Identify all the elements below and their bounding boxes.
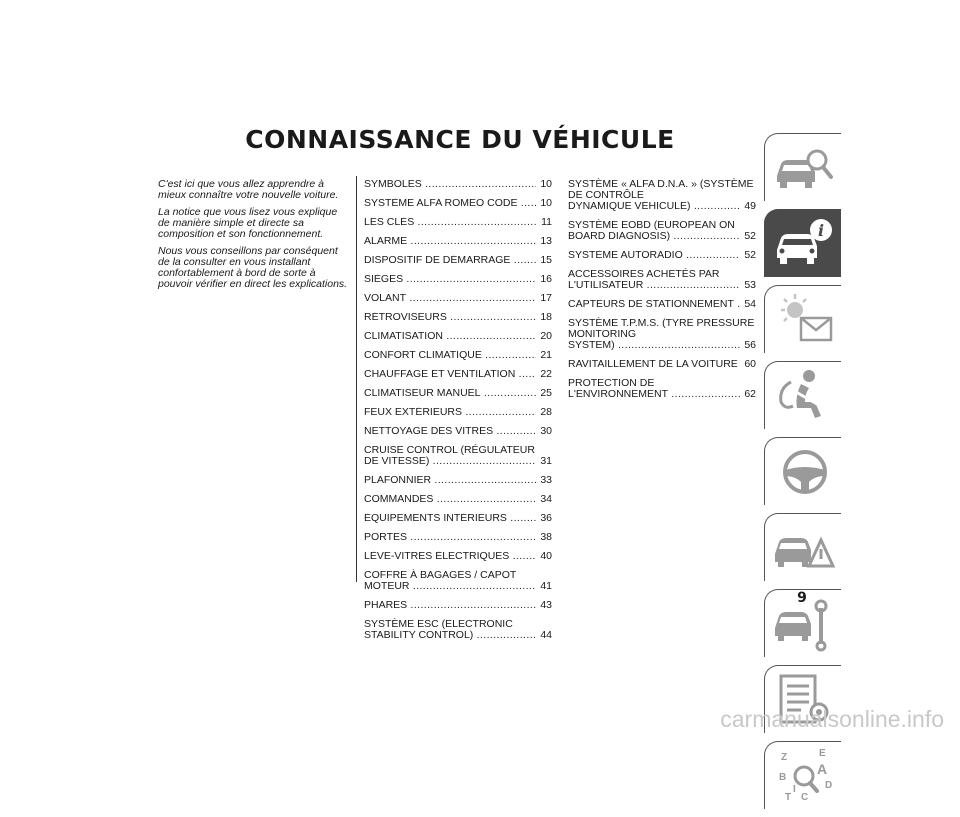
toc-entry-title: L'UTILISATEUR ..... [568,280,740,291]
toc-entry-title: LÈVE-VITRES ÉLECTRIQUES ..... [364,551,536,562]
toc-entry[interactable] [364,179,552,190]
seat-airbag-icon [771,366,837,426]
toc-entry-title: DISPOSITIF DE DÉMARRAGE ..... [364,255,536,266]
toc-entry[interactable] [364,274,552,285]
toc-entry-page: 13 [540,235,552,247]
toc-entry-page: 38 [540,531,552,543]
toc-entry-page: 16 [540,273,552,285]
toc-entry-title: FEUX EXTÉRIEURS ..... [364,407,536,418]
index-letter: D [825,780,833,791]
toc-entry-title: NETTOYAGE DES VITRES ..... [364,426,536,437]
toc-entry[interactable] [568,269,756,291]
toc-entry-page: 17 [540,292,552,304]
toc-entry-title: SYMBOLES ..... [364,179,536,190]
toc-entry-title: VOLANT ..... [364,293,536,304]
toc-entry-page: 36 [540,512,552,524]
toc-entry-page: 60 [744,358,756,370]
toc-entry[interactable] [364,388,552,399]
toc-entry-page: 62 [744,388,756,400]
toc-entry[interactable] [364,570,552,592]
tab-vehicle-info[interactable] [764,209,841,277]
toc-entry-page: 20 [540,330,552,342]
toc-entry-title-line: CRUISE CONTROL (RÉGULATEUR [364,444,535,456]
toc-entry[interactable] [364,369,552,380]
toc-entry-page: 28 [540,406,552,418]
toc-entry-title: CAPTEURS DE STATIONNEMENT ..... [568,299,740,310]
toc-entry-page: 15 [540,254,552,266]
toc-column-1 [364,179,552,649]
toc-entry-title: COMMANDES ..... [364,494,536,505]
toc-entry-page: 49 [744,200,756,212]
toc-entry-page: 52 [744,249,756,261]
toc-entry-title: L'ENVIRONNEMENT ..... [568,389,740,400]
toc-entry-page: 34 [540,493,552,505]
toc-entry-title: PHARES ..... [364,600,536,611]
toc-entry[interactable] [364,331,552,342]
toc-entry-title: BOARD DIAGNOSIS) ..... [568,231,740,242]
toc-entry[interactable] [364,475,552,486]
toc-entry-page: 10 [540,178,552,190]
toc-entry[interactable] [568,179,756,212]
toc-entry-page: 52 [744,230,756,242]
toc-entry-title: SIÈGES ..... [364,274,536,285]
toc-entry-page: 11 [541,216,552,228]
toc-entry-page: 31 [540,455,552,467]
toc-entry[interactable] [364,619,552,641]
toc-entry[interactable] [364,426,552,437]
toc-entry[interactable] [364,217,552,228]
index-letter: T [785,792,792,803]
warning-light-envelope-icon [771,290,837,350]
intro-text [158,179,348,296]
tab-starting-driving[interactable] [764,437,841,505]
index-letter: C [801,792,809,803]
toc-entry-page: 25 [540,387,552,399]
toc-entry-page: 33 [540,474,552,486]
toc-entry-title: ALARME ..... [364,236,536,247]
toc-entry-title: SYSTEM) ..... [568,340,740,351]
tab-index[interactable] [764,741,841,809]
index-letter: Z [781,752,788,763]
toc-column-2 [568,179,756,408]
toc-entry-title: CLIMATISATION ..... [364,331,536,342]
toc-entry[interactable] [568,359,756,370]
toc-entry-page: 53 [744,279,756,291]
toc-entry-title: SYSTÈME AUTORADIO ..... [568,250,740,261]
index-letter: A [817,761,828,777]
intro-paragraph: C'est ici que vous allez apprendre à mieux connaître votre nouvelle voiture. [158,178,339,201]
toc-entry[interactable] [364,407,552,418]
toc-entry[interactable] [364,198,552,209]
toc-entry-title: CLIMATISEUR MANUEL ..... [364,388,536,399]
toc-entry-title: LES CLÉS ..... [364,217,537,228]
toc-entry-page: 30 [540,425,552,437]
toc-entry-title: DYNAMIQUE VÉHICULE) ..... [568,201,740,212]
toc-entry-page: 54 [744,298,756,310]
toc-entry[interactable] [364,532,552,543]
tab-vehicle-knowledge-search[interactable] [764,133,841,201]
toc-entry-title: STABILITY CONTROL) ..... [364,630,536,641]
toc-entry-title-line: COFFRE À BAGAGES / CAPOT [364,569,517,581]
toc-entry[interactable] [568,220,756,242]
car-breakdown-triangle-icon [771,518,837,578]
tab-safety[interactable] [764,361,841,429]
toc-entry[interactable] [364,494,552,505]
index-letter: I [793,784,796,795]
toc-entry[interactable] [364,236,552,247]
toc-entry[interactable] [364,551,552,562]
toc-entry[interactable] [568,250,756,261]
toc-entry-page: 10 [540,197,552,209]
toc-entry[interactable] [568,318,756,351]
page-title: CONNAISSANCE DU VÉHICULE [245,125,675,154]
toc-entry-title: DE VITESSE) ..... [364,456,536,467]
toc-entry-title-line: SYSTÈME ESC (ELECTRONIC [364,618,513,630]
toc-entry-title: ÉQUIPEMENTS INTÉRIEURS ..... [364,513,536,524]
toc-entry[interactable] [364,600,552,611]
toc-entry-title: PLAFONNIER ..... [364,475,536,486]
index-letter: E [819,748,826,759]
toc-entry-title-line: SYSTÈME EOBD (EUROPEAN ON [568,219,735,231]
toc-entry-title: RÉTROVISEURS ..... [364,312,536,323]
column-divider [356,176,357,582]
toc-entry-title-line: ACCESSOIRES ACHETÉS PAR [568,268,720,280]
toc-entry-title-line: SYSTÈME « ALFA D.N.A. » (SYSTÈME DE CONTRÔLE [568,178,754,201]
alphabetical-index-icon [771,746,837,806]
car-info-icon [771,214,837,274]
toc-entry[interactable] [568,378,756,400]
index-letter: B [779,772,787,783]
toc-entry-page: 44 [540,629,552,641]
svg-text:i: i [817,221,825,240]
toc-entry-title: CHAUFFAGE ET VENTILATION ..... [364,369,536,380]
toc-entry-page: 43 [540,599,552,611]
toc-entry-title: SYSTÈME ALFA ROMEO CODE ..... [364,198,536,209]
toc-entry-page: 18 [540,311,552,323]
toc-entry[interactable] [364,445,552,467]
intro-paragraph: Nous vous conseillons par conséquent de la consulter en vous installant confortablement à bord de sorte à pouvoir vérifier en direct les explications. [158,245,348,290]
toc-entry[interactable] [364,350,552,361]
watermark: carmanualsonline.info [720,706,944,732]
toc-entry-title-line: PROTECTION DE [568,377,655,389]
toc-entry[interactable] [364,513,552,524]
toc-entry[interactable] [364,312,552,323]
car-search-icon [771,138,837,198]
steering-wheel-icon [771,442,837,502]
toc-entry-title: CONFORT CLIMATIQUE ..... [364,350,536,361]
toc-entry-title: PORTES ..... [364,532,536,543]
toc-entry-page: 22 [540,368,552,380]
page-number: 9 [797,590,807,606]
toc-entry-title: RAVITAILLEMENT DE LA VOITURE ..... [568,359,740,370]
toc-entry-page: 21 [540,349,552,361]
toc-entry-page: 41 [540,580,552,592]
toc-entry[interactable] [364,255,552,266]
toc-entry-page: 56 [744,339,756,351]
tab-warning-lights[interactable] [764,285,841,353]
toc-entry-page: 40 [540,550,552,562]
intro-paragraph: La notice que vous lisez vous explique de manière simple et directe sa composition et son fonctionnement. [158,206,338,240]
toc-entry-title: MOTEUR ..... [364,581,536,592]
toc-entry[interactable] [364,293,552,304]
toc-entry[interactable] [568,299,756,310]
tab-emergency[interactable] [764,513,841,581]
toc-entry-title-line: SYSTÈME T.P.M.S. (TYRE PRESSURE MONITORING [568,317,755,340]
